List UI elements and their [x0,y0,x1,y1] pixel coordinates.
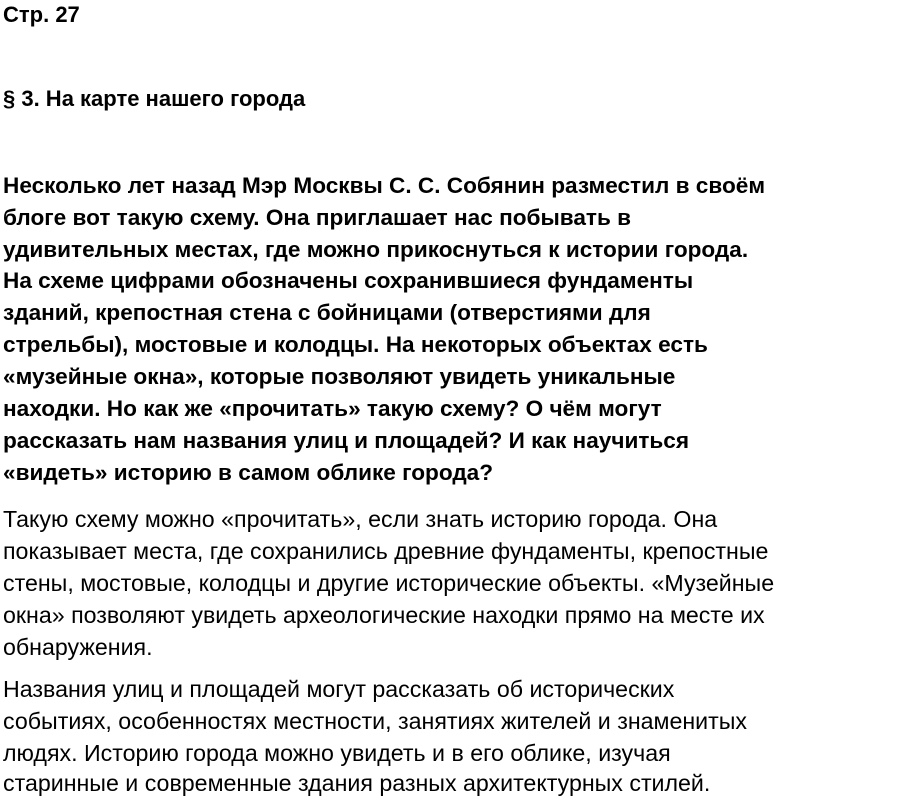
answer-line: Такую схему можно «прочитать», если знать историю города. Она [3,506,718,532]
answer-line: обнаружения. [3,634,153,660]
question-line: «видеть» историю в самом облике города? [3,460,494,485]
question-line: удивительных местах, где можно прикоснуться к истории города. [3,237,749,262]
answer-line: событиях, особенностях местности, занятиях жителей и знаменитых [3,708,748,734]
answer-line: людях. Историю города можно увидеть и в его облике, изучая [3,740,671,766]
question-line: находки. Но как же «прочитать» такую схему? О чём могут [3,396,662,421]
question-line: На схеме цифрами обозначены сохранившиеся фундаменты [3,268,694,293]
question-line: зданий, крепостная стена с бойницами (отверстиями для [3,300,651,325]
question-line: Несколько лет назад Мэр Москвы С. С. Собянин разместил в своём [3,173,766,198]
answer-line: Названия улиц и площадей могут рассказать об исторических [3,676,675,702]
answer-line: показывает места, где сохранились древние фундаменты, крепостные [3,538,769,564]
question-line: блоге вот такую схему. Она приглашает нас побывать в [3,205,632,230]
question-line: «музейные окна», которые позволяют увидеть уникальные [3,364,676,389]
answer-line: стены, мостовые, колодцы и другие исторические объекты. «Музейные [3,570,775,596]
answer-line: старинные и современные здания разных архитектурных стилей. [3,770,711,796]
question-line: стрельбы), мостовые и колодцы. На некоторых объектах есть [3,332,708,357]
question-line: рассказать нам названия улиц и площадей? И как научиться [3,428,690,453]
section-title: § 3. На карте нашего города [3,86,306,111]
page-number: Стр. 27 [3,2,80,27]
answer-line: окна» позволяют увидеть археологические находки прямо на месте их [3,602,765,628]
